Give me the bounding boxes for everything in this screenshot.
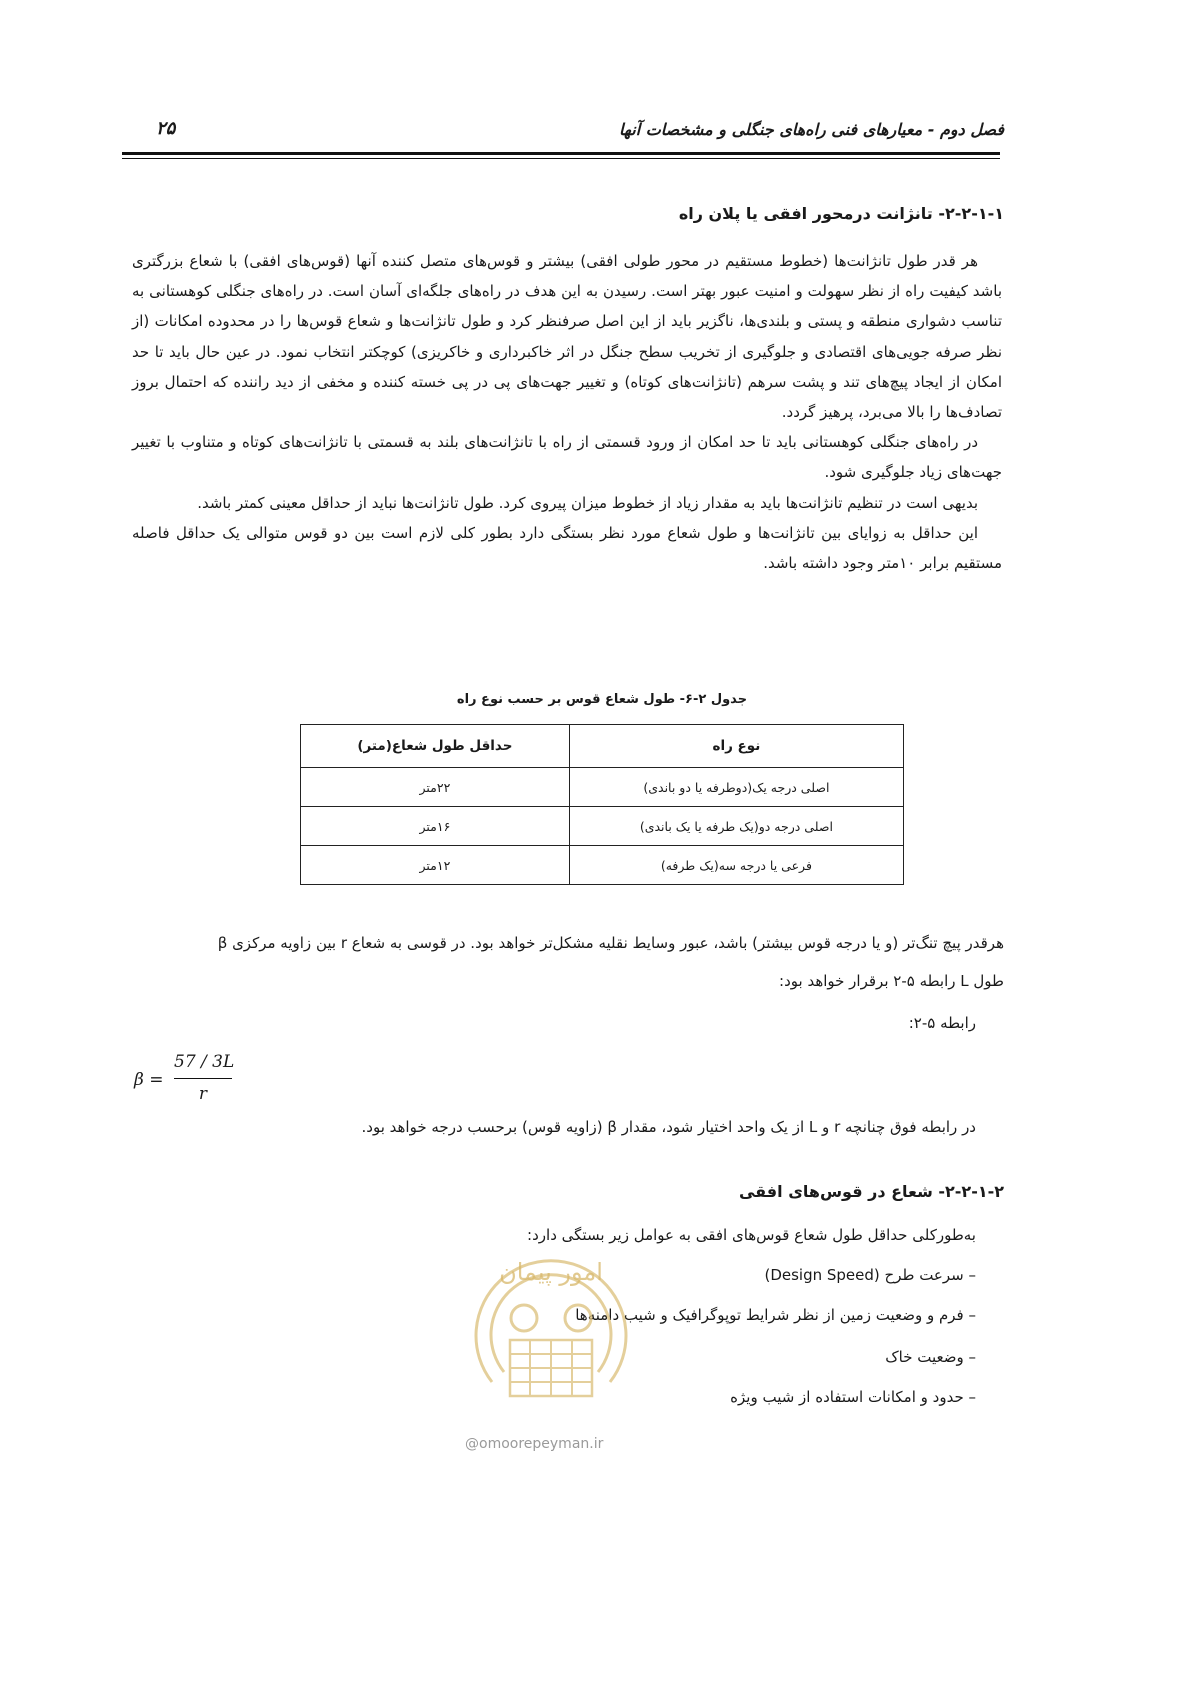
factor-item: – فرم و وضعیت زمین از نظر شرایط توپوگرافیک و شیب دامنه‌ها — [575, 1306, 976, 1324]
radius-table — [300, 724, 904, 885]
watermark-url: @omoorepeyman.ir — [465, 1436, 604, 1452]
table-row — [301, 807, 904, 846]
relation-label: رابطه ۵-۲: — [908, 1014, 976, 1032]
factor-item: – حدود و امکانات استفاده از شیب ویژه — [730, 1388, 976, 1406]
section-heading-radius: ۲-۲-۱-۲- شعاع در قوس‌های افقی — [738, 1182, 1004, 1201]
section-1-body — [132, 246, 1002, 578]
table-row — [301, 846, 904, 885]
section-heading-tangent: ۲-۲-۱-۱- تانژانت درمحور افقی یا پلان راه — [678, 204, 1004, 223]
header-rule — [122, 152, 1000, 155]
table-header-row — [301, 725, 904, 768]
factor-item: – سرعت طرح (Design Speed) — [764, 1266, 976, 1284]
header-rule-thin — [122, 158, 1000, 159]
table-cell: فرعی یا درجه سه(یک طرفه) — [569, 846, 903, 885]
formula-denominator: r — [198, 1084, 208, 1104]
table-cell: اصلی درجه یک(دوطرفه یا دو باندی) — [569, 768, 903, 807]
watermark-logo-text: امور پیمان — [499, 1258, 603, 1286]
watermark-seal-icon — [462, 1232, 640, 1410]
formula-lhs: β = — [134, 1070, 164, 1090]
formula-numerator: 57 / 3L — [174, 1052, 235, 1072]
factors-intro: به‌طورکلی حداقل طول شعاع قوس‌های افقی به عوامل زیر بستگی دارد: — [527, 1226, 976, 1244]
table-cell: ۱۶متر — [301, 807, 570, 846]
paragraph: بدیهی است در تنظیم تانژانت‌ها باید به مقدار زیاد از خطوط میزان پیروی کرد. طول تانژانت‌ها نباید از حداقل معینی کمتر باشد. — [197, 493, 978, 512]
fraction-bar — [174, 1078, 232, 1079]
curve-paragraph-line-1: هرقدر پیچ تنگ‌تر (و یا درجه قوس بیشتر) باشد، عبور وسایط نقلیه مشکل‌تر خواهد بود. در قوسی به شعاع r بین زاویه مرکزی β — [217, 934, 1004, 952]
table-cell: ۲۲متر — [301, 768, 570, 807]
table-cell: ۱۲متر — [301, 846, 570, 885]
table-caption: جدول ۲-۶- طول شعاع قوس بر حسب نوع راه — [456, 692, 748, 707]
factor-item: – وضعیت خاک — [885, 1348, 976, 1366]
paragraph: هر قدر طول تانژانت‌ها (خطوط مستقیم در محور طولی افقی) بیشتر و قوس‌های متصل کننده آنها (قوس‌های افقی) با شعاع بزرگتری باشد کیفیت راه از نظر سهولت و امنیت عبور بهتر است. رسیدن به این هدف در راه‌های جلگه‌ای آسان است. در راه‌های جنگلی کوهستانی به تناسب دشواری منطقه و پستی و بلندی‌ها، ناگزیر باید از این اصل صرفنظر کرد و طول تانژانت‌ها و شعاع قوس‌ها را در محدوده امکانات (از نظر صرفه جویی‌های اقتصادی و جلوگیری از تخریب سطح جنگل در اثر خاکبرداری و خاکریزی) کوچکتر انتخاب نمود. در عین حال باید تا حد امکان از ایجاد پیچ‌های تند و پشت سرهم (تانژانت‌های کوتاه) و تغییر جهت‌های پی در پی خسته کننده و مخفی از دید راننده که احتمال بروز تصادف‌ها را بالا می‌برد، پرهیز گردد. — [132, 252, 1002, 422]
table-cell: اصلی درجه دو(یک طرفه یا یک باندی) — [569, 807, 903, 846]
curve-paragraph-line-2: طول L رابطه ۵-۲ برقرار خواهد بود: — [779, 972, 1004, 990]
page-number: ۲۵ — [156, 118, 176, 139]
chapter-title: فصل دوم - معیارهای فنی راه‌های جنگلی و مشخصات آنها — [619, 120, 1004, 139]
table-header-min-radius: حداقل طول شعاع(متر) — [301, 725, 570, 768]
table-header-road-type: نوع راه — [569, 725, 903, 768]
paragraph: در راه‌های جنگلی کوهستانی باید تا حد امکان از ورود قسمتی از راه با تانژانت‌های بلند به قسمتی با تانژانت‌های کوتاه و متناوب با تغییر جهت‌های زیاد جلوگیری شود. — [132, 433, 1002, 482]
formula-explanation: در رابطه فوق چنانچه r و L از یک واحد اختیار شود، مقدار β (زاویه قوس) برحسب درجه خواهد بود. — [361, 1118, 976, 1136]
paragraph: این حداقل به زوایای بین تانژانت‌ها و طول شعاع مورد نظر بستگی دارد بطور کلی لازم است بین دو قوس متوالی یک حداقل فاصله مستقیم برابر ۱۰متر وجود داشته باشد. — [132, 523, 1002, 573]
table-row — [301, 768, 904, 807]
